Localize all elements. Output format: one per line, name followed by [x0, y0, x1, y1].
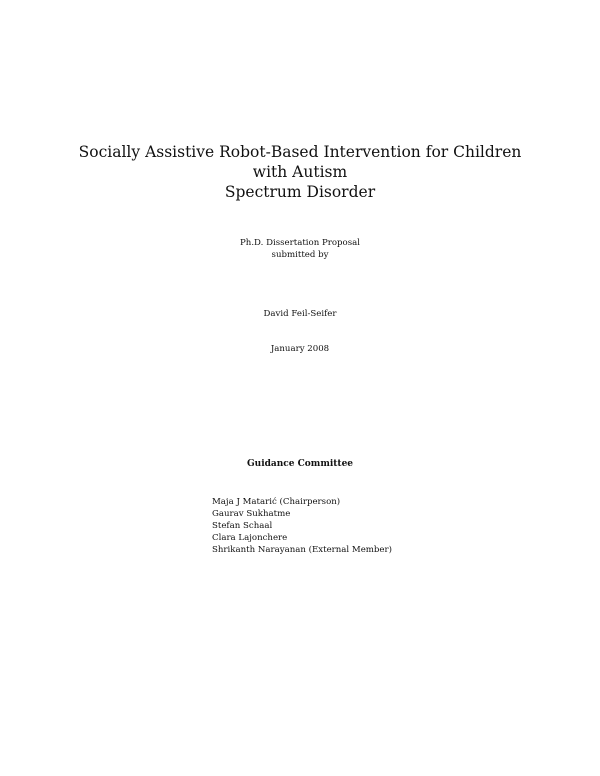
- title-line-1: Socially Assistive Robot-Based Intervention for Children with Autism: [78, 143, 522, 181]
- committee-member: Maja J Matarić (Chairperson): [212, 497, 341, 507]
- title-line-2: Spectrum Disorder: [224, 183, 376, 201]
- committee-member: Stefan Schaal: [212, 521, 273, 531]
- author-name: David Feil-Seifer: [263, 309, 337, 319]
- document-title: [60, 142, 540, 202]
- submitted-by-label: submitted by: [271, 250, 329, 260]
- submission-date: January 2008: [270, 344, 330, 354]
- committee-member: Gaurav Sukhatme: [212, 509, 291, 519]
- committee-list: [212, 496, 392, 556]
- committee-member: Clara Lajonchere: [212, 533, 288, 543]
- committee-member: Shrikanth Narayanan (External Member): [212, 545, 392, 555]
- proposal-type: Ph.D. Dissertation Proposal: [240, 238, 360, 248]
- proposal-statement: [100, 237, 500, 261]
- committee-heading: Guidance Committee: [246, 459, 354, 469]
